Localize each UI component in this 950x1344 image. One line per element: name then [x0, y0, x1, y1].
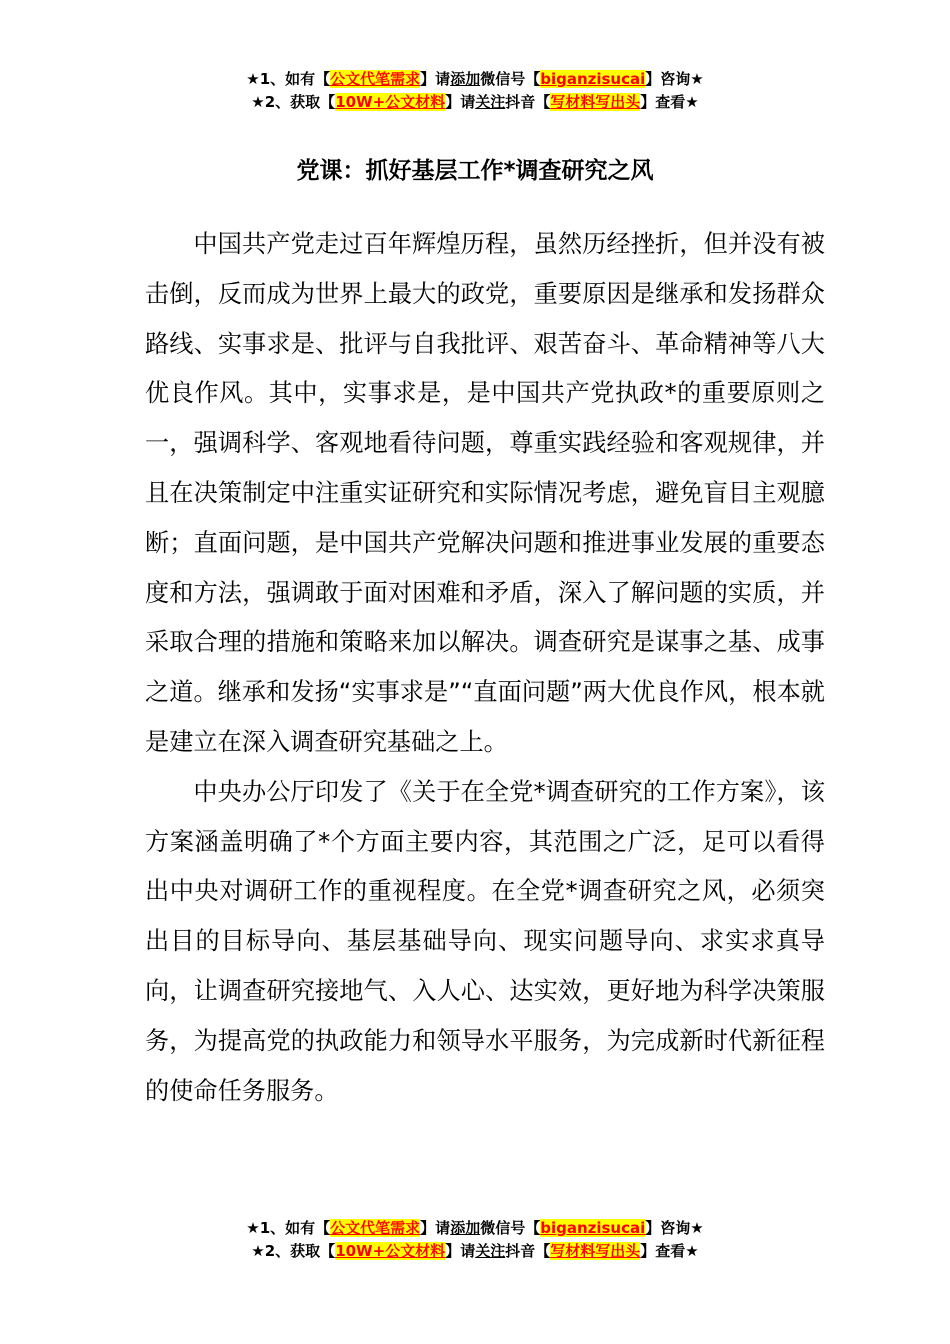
promo-line-2: ★2、获取【10W+公文材料】请关注抖音【写材料写出头】查看★: [251, 1242, 699, 1260]
highlight-materials: 10W+公文材料: [335, 1242, 446, 1260]
highlight-douyin-account: 写材料写出头: [550, 93, 641, 111]
document-body: [145, 220, 825, 1116]
promo-line-1: ★1、如有【公文代笔需求】请添加微信号【biganzisucai】咨询★: [246, 70, 704, 88]
highlight-douyin-account: 写材料写出头: [550, 1242, 641, 1260]
highlight-service: 公文代笔需求: [330, 70, 421, 88]
document-title: 党课：抓好基层工作*调查研究之风: [296, 158, 654, 184]
highlight-wechat-id: biganzisucai: [540, 1219, 646, 1237]
promo-line-1: ★1、如有【公文代笔需求】请添加微信号【biganzisucai】咨询★: [246, 1219, 704, 1237]
highlight-wechat-id: biganzisucai: [540, 70, 646, 88]
highlight-service: 公文代笔需求: [330, 1219, 421, 1237]
paragraph-1: 中国共产党走过百年辉煌历程，虽然历经挫折，但并没有被击倒，反而成为世界上最大的政党，重要原因是继承和发扬群众路线、实事求是、批评与自我批评、艰苦奋斗、革命精神等八大优良作风。其中，实事求是，是中国共产党执政*的重要原则之一，强调科学、客观地看待问题，尊重实践经验和客观规律，并且在决策制定中注重实证研究和实际情况考虑，避免盲目主观臆断；直面问题，是中国共产党解决问题和推进事业发展的重要态度和方法，强调敢于面对困难和矛盾，深入了解问题的实质，并采取合理的措施和策略来加以解决。调查研究是谋事之基、成事之道。继承和发扬“实事求是”“直面问题”两大优良作风，根本就是建立在深入调查研究基础之上。: [145, 230, 825, 756]
highlight-materials: 10W+公文材料: [335, 93, 446, 111]
promo-banner-bottom: [0, 1217, 950, 1263]
paragraph-2: 中央办公厅印发了《关于在全党*调查研究的工作方案》，该方案涵盖明确了*个方面主要内容，其范围之广泛，足可以看得出中央对调研工作的重视程度。在全党*调查研究之风，必须突出目的目标导向、基层基础导向、现实问题导向、求实求真导向，让调查研究接地气、入人心、达实效，更好地为科学决策服务，为提高党的执政能力和领导水平服务，为完成新时代新征程的使命任务服务。: [145, 777, 825, 1105]
promo-banner-top: [0, 68, 950, 114]
promo-line-2: ★2、获取【10W+公文材料】请关注抖音【写材料写出头】查看★: [251, 93, 699, 111]
